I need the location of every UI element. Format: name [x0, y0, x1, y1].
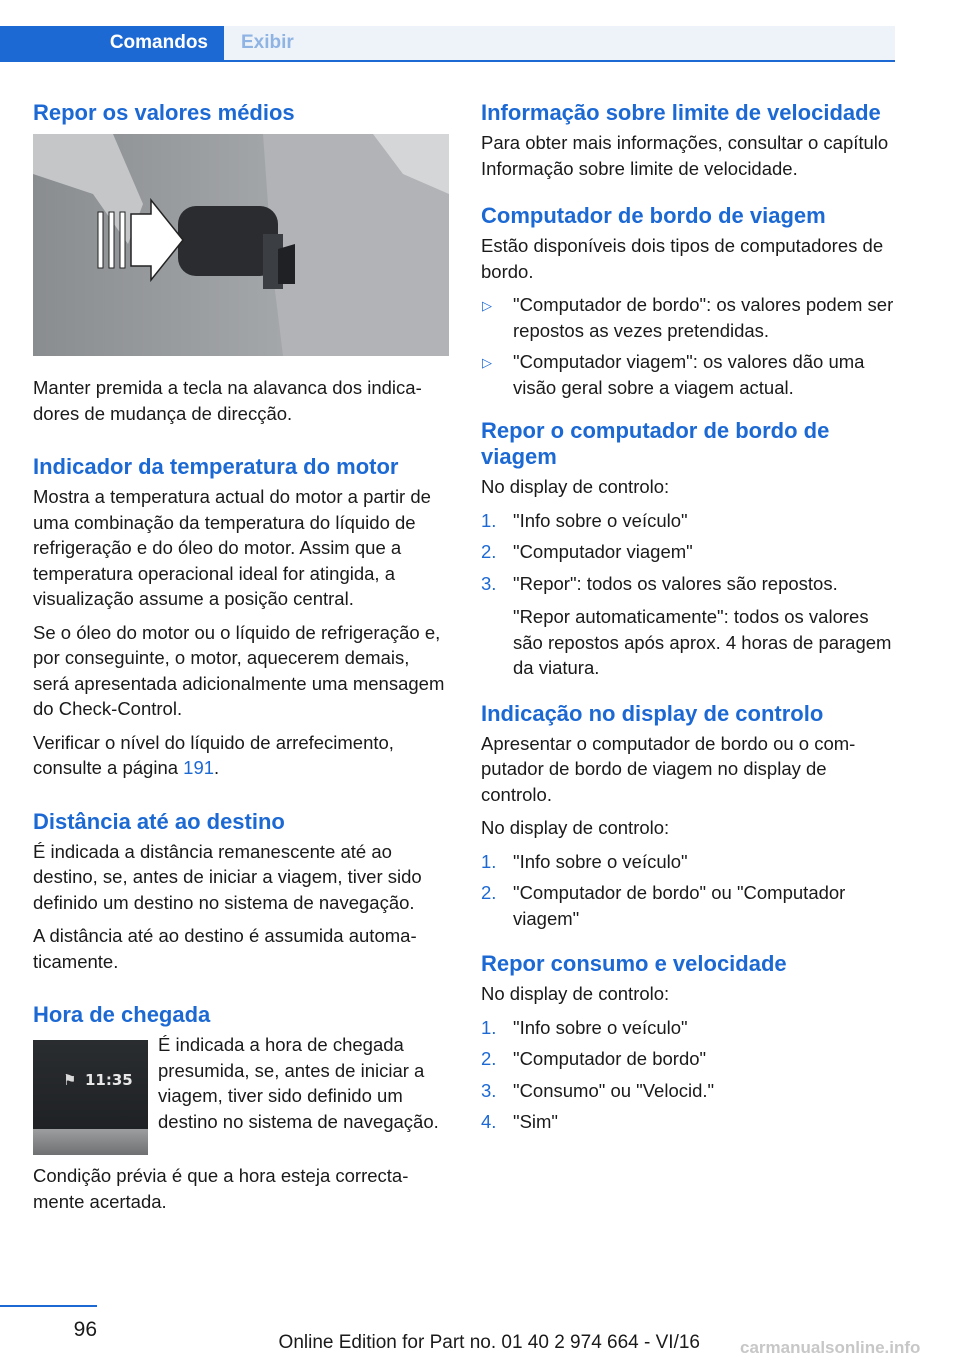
- list-item: 1. "Info sobre o veículo": [481, 509, 688, 531]
- paragraph: A distância até ao destino é assumida automaticamente.: [33, 925, 417, 972]
- section-title-limite-velocidade: Informação sobre limite de velocidade: [481, 100, 881, 125]
- numbered-list: [481, 849, 897, 932]
- section-title-repor-consumo: Repor consumo e velocidade: [481, 951, 787, 976]
- paragraph: Se o óleo do motor ou o líquido de refrigeração e, por conseguinte, o motor, aquecerem demais, será apresentada adicionalmente uma mensagem do Check-Control.: [33, 621, 445, 719]
- numbered-list: [481, 508, 897, 597]
- bullet-list: [481, 292, 897, 400]
- paragraph: Condição prévia é que a hora esteja correctamente acertada.: [33, 1165, 409, 1212]
- list-item: 1. "Info sobre o veículo": [481, 850, 688, 872]
- paragraph: Para obter mais informações, consultar o capítulo Informação sobre limite de velocidade.: [481, 132, 889, 179]
- paragraph: Verificar o nível do líquido de arrefecimento, consulte a página 191.: [33, 731, 394, 778]
- triangle-bullet-icon: ▷: [482, 355, 492, 370]
- edition-footer: Online Edition for Part no. 01 40 2 974 664 - VI/16: [278, 1332, 700, 1353]
- turn-signal-lever-photo: [33, 134, 449, 356]
- list-item: 3. "Consumo" ou "Velocid.": [481, 1079, 715, 1101]
- section-title-distancia: Distância até ao destino: [33, 808, 285, 834]
- paragraph: Mostra a temperatura actual do motor a partir de uma combinação da temperatura do líquido de refrigeração e do óleo do motor. Assim que a temperatura operacional ideal for atingida, a visualização assume a posição central.: [33, 486, 431, 609]
- paragraph: É indicada a hora de chegada presumida, se, antes de iniciar a viagem, tiver sido definido um destino no sistema de navegação.: [158, 1034, 439, 1132]
- tab-comandos[interactable]: Comandos: [0, 26, 224, 60]
- checkered-flag-icon: ⚑: [63, 1072, 77, 1089]
- list-item: 4. "Sim": [481, 1111, 558, 1132]
- header-tabs: [0, 26, 895, 62]
- arrival-time-value: 11:35: [85, 1071, 133, 1089]
- paragraph: Estão disponíveis dois tipos de computadores de bordo.: [481, 235, 884, 282]
- triangle-bullet-icon: ▷: [482, 298, 492, 313]
- paragraph: No display de controlo:: [481, 983, 670, 1004]
- section-title-indicacao-display: Indicação no display de controlo: [481, 700, 824, 726]
- list-item: ▷ "Computador viagem": os valores dão uma visão geral sobre a viagem actual.: [482, 351, 865, 398]
- page-link-191[interactable]: 191: [183, 757, 215, 778]
- numbered-list: [481, 1015, 897, 1135]
- list-item: 2. "Computador de bordo" ou "Computador viagem": [481, 882, 846, 929]
- paragraph: No display de controlo:: [481, 476, 670, 497]
- header-divider: [0, 60, 895, 62]
- list-item: ▷ "Computador de bordo": os valores podem ser repostos as vezes pretendidas.: [482, 294, 894, 341]
- paragraph: Apresentar o computador de bordo ou o computador de bordo de viagem no display de controlo.: [481, 732, 856, 805]
- right-column: [481, 100, 897, 1143]
- paragraph: No display de controlo:: [481, 817, 670, 838]
- page-number: 96: [73, 1318, 97, 1341]
- list-item: 1. "Info sobre o veículo": [481, 1016, 688, 1038]
- paragraph: "Repor automaticamente": todos os valores são repostos após aprox. 4 horas de paragem da viatura.: [513, 606, 892, 678]
- footer-divider: [0, 1305, 97, 1307]
- tab-exibir[interactable]: Exibir: [224, 26, 895, 60]
- section-title-repor-computador: Repor o computador de bordo de viagem: [481, 418, 830, 469]
- section-title-repor-valores: Repor os valores médios: [33, 100, 295, 125]
- section-title-computador-viagem: Computador de bordo de viagem: [481, 203, 826, 228]
- left-column: [33, 100, 449, 1222]
- section-title-temperatura: Indicador da temperatura do motor: [33, 454, 399, 479]
- paragraph: Manter premida a tecla na alavanca dos indicadores de mudança de direcção.: [33, 377, 422, 424]
- arrival-time-display-image: [33, 1040, 148, 1155]
- section-title-hora-chegada: Hora de chegada: [33, 1002, 211, 1027]
- arrival-time-block: [33, 1032, 449, 1155]
- list-item: 2. "Computador viagem": [481, 541, 693, 562]
- paragraph: É indicada a distância remanescente até ao destino, se, antes de iniciar a viagem, tiver sido definido um destino no sistema de navegação.: [33, 840, 422, 913]
- list-item: 3. "Repor": todos os valores são repostos.: [481, 572, 838, 594]
- watermark-text: carmanualsonline.info: [740, 1338, 921, 1357]
- list-item: 2. "Computador de bordo": [481, 1048, 707, 1069]
